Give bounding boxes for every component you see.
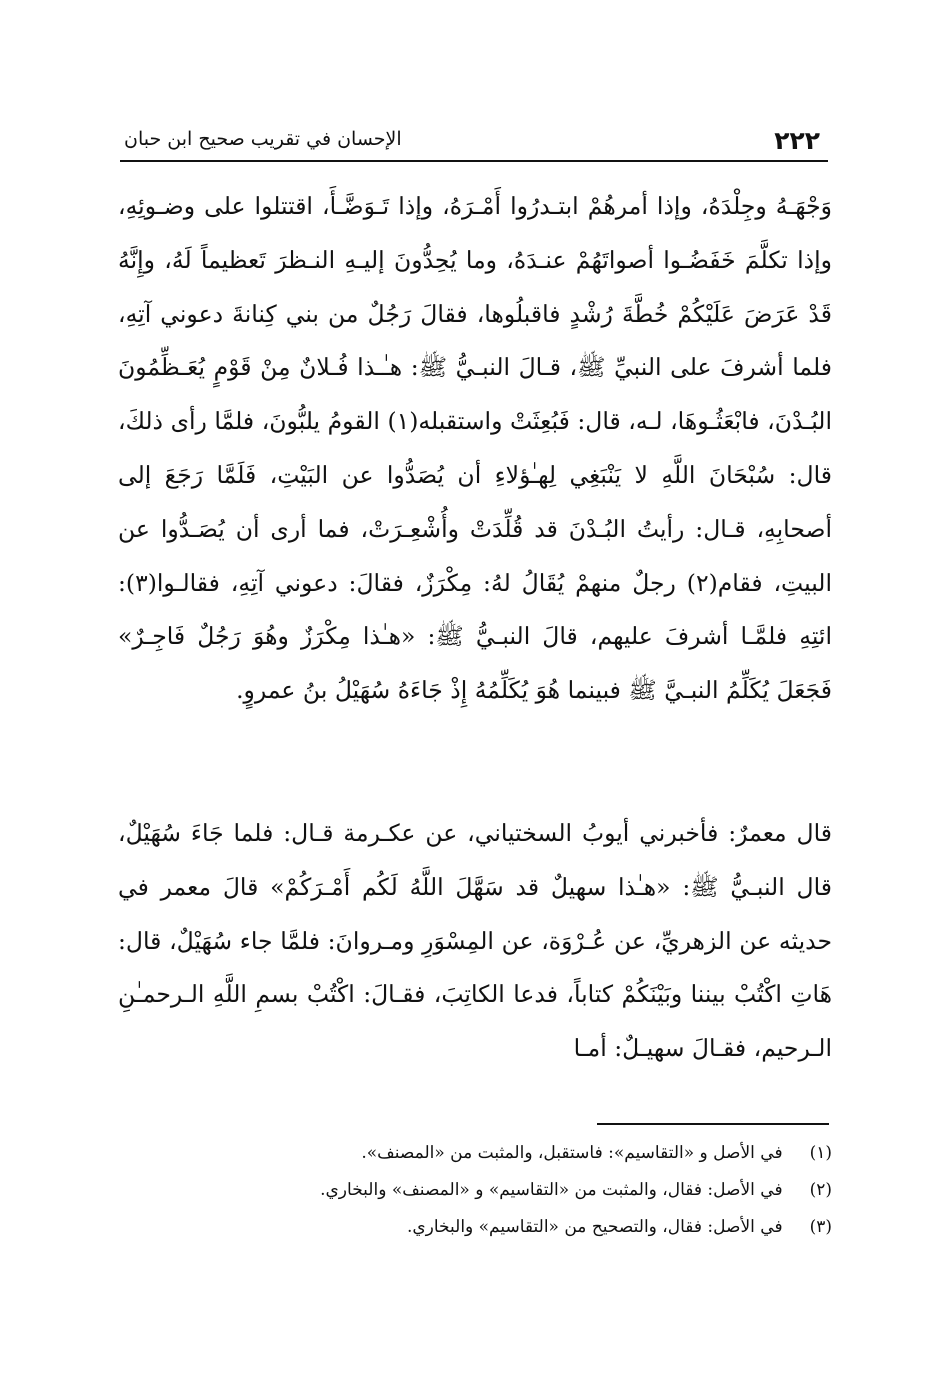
footnote-text: في الأصل: فقال، والتصحيح من «التقاسيم» والبخاري.	[406, 1217, 783, 1237]
page-number: ٢٢٢	[774, 126, 820, 155]
footnote	[232, 1135, 832, 1172]
main-text-paragraph-2	[118, 807, 832, 1076]
footnote-number: (٢)	[809, 1180, 832, 1200]
footnotes	[232, 1135, 832, 1246]
running-title: الإحسان في تقريب صحيح ابن حبان	[124, 128, 402, 150]
footnote-number: (٣)	[809, 1217, 832, 1237]
page-header	[120, 112, 828, 162]
paragraph-text: وَجْهَـهُ وجِلْدَهُ، وإذا أمرهُمْ ابتـدرُوا أَمْـرَهُ، وإذا تَـوَضَّـأَ، اقتتلوا على وضـوئِهِ، وإذا تكلَّمَ خَفَضُـوا أصواتَهُمْ عنـدَهُ، وما يُحِدُّونَ إليـهِ النـظرَ تَعظيماً لَهُ، وإِنَّهُ قَدْ عَرَضَ عَلَيْكُمْ خُطَّةَ رُشْدٍ فاقبلُوها، فقالَ رَجُلٌ من بني كِنانةَ دعوني آتِهِ، فلما أشرفَ على النبيِّ ﷺ، قـالَ النبـيُّ ﷺ: هـٰـذا فُـلانٌ مِنْ قَوْمٍ يُعَـظِّمُونَ البُـدْنَ، فابْعَثُـوهَا، لـه، قال: فَبُعِثَتْ واستقبله(١) القومُ يلبُّونَ، فلمَّا رأى ذلكَ، قال: سُبْحَانَ اللَّهِ لا يَنْبَغِي لِهـٰؤلاءِ أن يُصَدُّوا عن البَيْتِ، فَلَمَّا رَجَعَ إلى أصحابِهِ، قـال: رأيتُ البُـدْنَ قد قُلِّدَتْ وأُشْعِـرَتْ، فما أرى أن يُصَـدُّوا عن البيتِ، فقام(٢) رجلٌ منهمْ يُقَالُ لهُ: مِكْرَزٌ، فقالَ: دعوني آتِهِ، فقالـوا(٣): ائتِهِ فلمَّـا أشرفَ عليهم، قالَ النبـيُّ ﷺ: «هـٰذا مِكْرَزٌ وهُوَ رَجُلٌ فَاجِـرٌ» فَجَعَلَ يُكَلِّمُ النبـيَّ ﷺ فبينما هُوَ يُكَلِّمُهُ إِذْ جَاءَهُ سُهَيْلُ بنُ عمروٍ.	[118, 192, 832, 705]
footnote	[232, 1172, 832, 1209]
paragraph-text: قال معمرٌ: فأخبرني أيوبُ السختياني، عن عكـرمة قـال: فلما جَاءَ سُهَيْلٌ، قال النبـيُّ ﷺ: «هـٰذا سهيلٌ قد سَهَّلَ اللَّهُ لَكُم أَمْـرَكُمْ» قالَ معمر في حديثه عن الزهريِّ، عن عُـرْوَة، عن المِسْوَرِ ومـروانَ: فلمَّا جاء سُهَيْلٌ، قال: هَاتِ اكْتُبْ بيننا وبَيْنَكُمْ كتاباً، فدعا الكاتِبَ، فقـالَ: اكْتُبْ بسمِ اللَّهِ الـرحمـٰنِ الـرحيم، فقـالَ سهيـلٌ: أمـا	[118, 819, 832, 1063]
main-text-paragraph-1	[118, 180, 832, 718]
footnote-number: (١)	[809, 1143, 832, 1163]
footnote-text: في الأصل و «التقاسيم»: فاستقبل، والمثبت من «المصنف».	[361, 1143, 783, 1163]
footnote	[232, 1209, 832, 1246]
footnote-separator	[597, 1123, 829, 1125]
footnote-text: في الأصل: فقال، والمثبت من «التقاسيم» و «المصنف» والبخاري.	[320, 1180, 783, 1200]
